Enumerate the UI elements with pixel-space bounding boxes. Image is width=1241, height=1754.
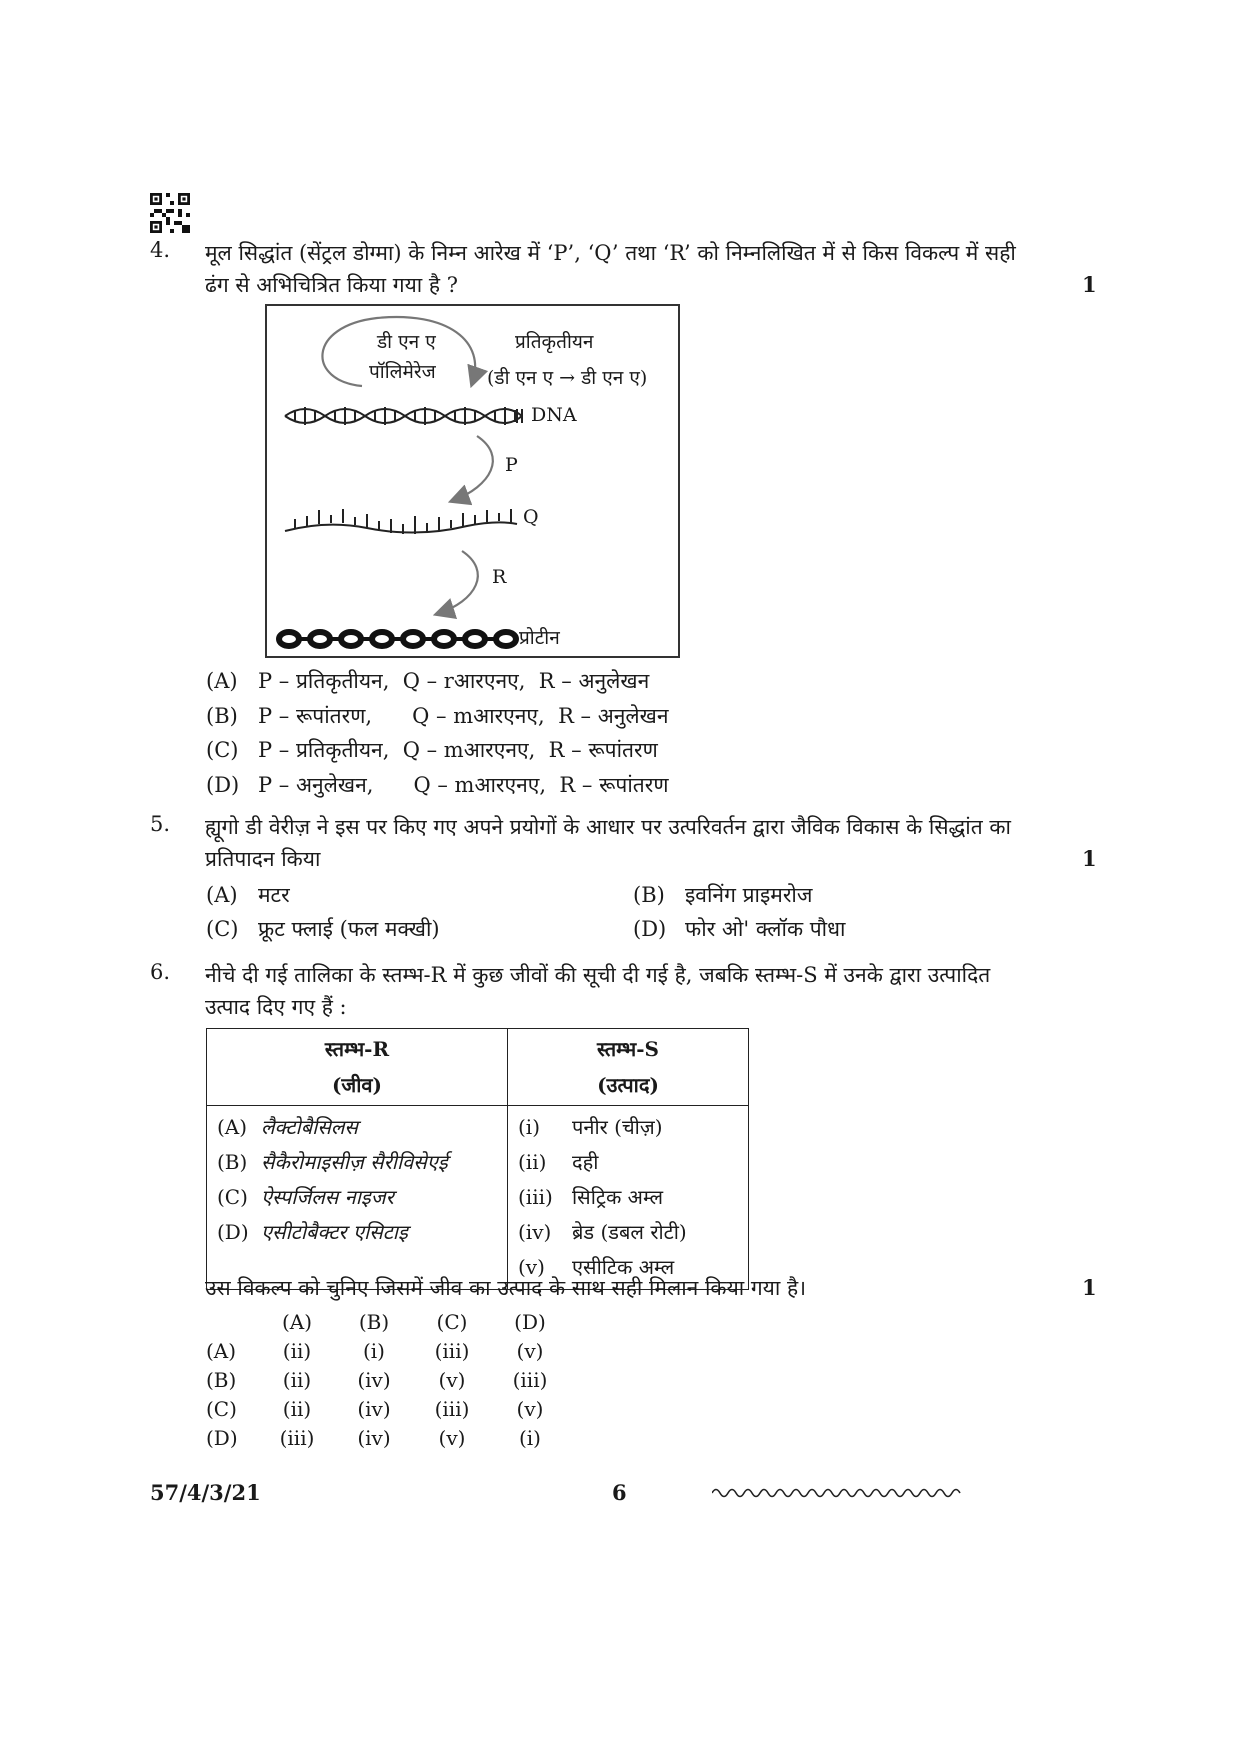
page-number: 6 [612,1480,627,1505]
question-6-instruction: उस विकल्प को चुनिए जिसमें जीव का उत्पाद के साथ सही मिलान किया गया है। [205,1276,807,1300]
option-a[interactable]: (A) P – प्रतिकृतीयन, Q – rआरएनए, R – अनुलेखन [206,669,650,693]
r-label: R [492,566,507,588]
transcription-arrow [452,436,493,501]
question-6-number: 6. [150,960,171,984]
question-5-marks: 1 [1082,846,1097,871]
option-c[interactable]: (C) P – प्रतिकृतीयन, Q – mआरएनए, R – रूपांतरण [206,738,658,762]
question-4-marks: 1 [1082,272,1097,297]
answer-row-c[interactable]: (C) (ii) (iv) (iii) (v) [206,1397,544,1421]
question-4-text-line2: ढंग से अभिचित्रित किया गया है ? [205,273,458,297]
q-label: Q [523,506,539,528]
answer-row-b[interactable]: (B) (ii) (iv) (v) (iii) [206,1368,548,1392]
question-4-number: 4. [150,238,171,262]
enzyme-label-line2: पॉलिमेरेज [369,361,436,383]
question-5-text-line2: प्रतिपादन किया [205,847,321,871]
answer-row-a[interactable]: (A) (ii) (i) (iii) (v) [206,1339,544,1363]
paper-code: 57/4/3/21 [150,1480,261,1505]
question-6-marks: 1 [1082,1275,1097,1300]
answer-grid [206,1308,568,1453]
translation-arrow [437,551,478,614]
question-5-text-line1: ह्यूगो डी वेरीज़ ने इस पर किए गए अपने प्रयोगों के आधार पर उत्परिवर्तन द्वारा जैविक विकास के सिद्धांत का [205,815,1011,839]
q5-option-a[interactable]: (A) मटर [206,883,290,907]
option-b[interactable]: (B) P – रूपांतरण, Q – mआरएनए, R – अनुलेखन [206,703,669,728]
q5-option-c[interactable]: (C) फ्रूट फ्लाई (फल मक्खी) [206,917,440,941]
central-dogma-diagram [265,304,680,658]
column-r-header: स्तम्भ-R (जीव) [207,1029,508,1106]
option-d[interactable]: (D) P – अनुलेखन, Q – mआरएनए, R – रूपांतरण [206,772,669,797]
question-5-number: 5. [150,812,171,836]
column-s-header: स्तम्भ-S (उत्पाद) [508,1029,749,1106]
question-4-options [206,664,669,802]
protein-chain [279,632,516,646]
q5-option-d[interactable]: (D) फोर ओ' क्लॉक पौधा [633,917,846,941]
product-i: (i) पनीर (चीज़) [518,1115,663,1139]
organism-a: (A) लैक्टोबैसिलस [217,1115,358,1139]
question-6-text-line1: नीचे दी गई तालिका के स्तम्भ-R में कुछ जीवों की सूची दी गई है, जबकि स्तम्भ-S में उनके द्वारा उत्पादित [205,963,991,987]
match-table [206,1028,749,1290]
product-v: (v) एसीटिक अम्ल [518,1255,675,1279]
product-iii: (iii) सिट्रिक अम्ल [518,1185,664,1209]
mrna-strand [285,509,517,534]
protein-label: प्रोटीन [519,627,560,649]
replication-label-line1: प्रतिकृतीयन [515,331,594,353]
p-label: P [505,454,518,476]
qr-code-image [150,193,190,233]
product-ii: (ii) दही [518,1150,599,1174]
replication-label-line2: (डी एन ए → डी एन ए) [487,367,648,389]
answer-grid-header: (A) (B) (C) (D) [281,1310,546,1334]
question-4-text-line1: मूल सिद्धांत (सेंट्रल डोग्मा) के निम्न आरेख में ‘P’, ‘Q’ तथा ‘R’ को निम्नलिखित में से किस विकल्प में सही [205,241,1016,265]
product-iv: (iv) ब्रेड (डबल रोटी) [518,1220,687,1244]
security-wave-line [712,1486,962,1500]
enzyme-label-line1: डी एन ए [377,331,436,353]
q5-option-b[interactable]: (B) इवनिंग प्राइमरोज [633,883,813,907]
column-r-list [207,1106,508,1290]
question-6-text-line2: उत्पाद दिए गए हैं : [205,995,347,1019]
organism-c: (C) ऐस्पर्जिलस नाइजर [217,1185,394,1209]
dna-double-helix [285,407,522,425]
dna-label: DNA [531,404,577,426]
column-s-list [508,1106,749,1290]
answer-row-d[interactable]: (D) (iii) (iv) (v) (i) [206,1426,541,1450]
organism-d: (D) एसीटोबैक्टर एसिटाइ [217,1220,408,1244]
organism-b: (B) सैकैरोमाइसीज़ सैरीविसेएई [217,1150,448,1174]
